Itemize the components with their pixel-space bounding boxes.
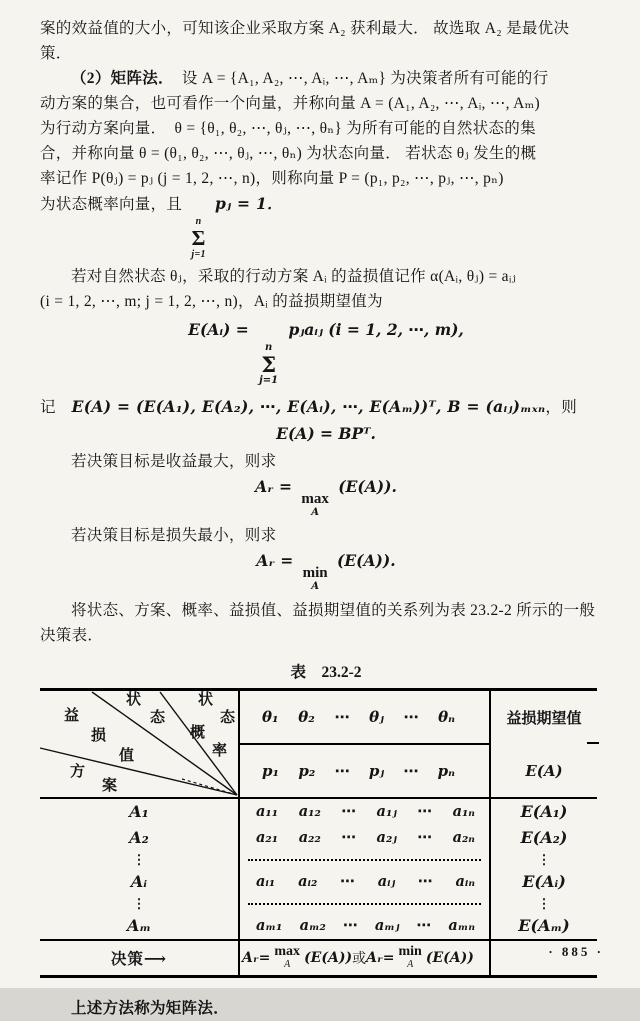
operator-subscript: A bbox=[311, 506, 319, 518]
min-formula bbox=[40, 551, 612, 592]
theta-header-row bbox=[240, 691, 489, 745]
probability-symbol: pⱼ bbox=[368, 761, 385, 780]
payoff-value: aᵢ₁ bbox=[256, 873, 276, 890]
formula-segment: E(Aᵢ) = bbox=[188, 320, 249, 339]
sigma-glyph: Σ bbox=[261, 352, 277, 377]
expectation-value: E(A₁) bbox=[520, 802, 568, 821]
formula-segment: Aᵣ= bbox=[366, 949, 395, 966]
min-operator bbox=[303, 566, 328, 592]
corner-label-payoff-char: 值 bbox=[119, 747, 135, 764]
probability-symbol: p₂ bbox=[298, 761, 316, 780]
sum-upper-limit: n bbox=[195, 216, 202, 227]
payoff-value: a₁ⱼ bbox=[376, 803, 397, 820]
probability-header-row bbox=[240, 745, 489, 797]
corner-label-stateprob-char: 概 bbox=[190, 724, 206, 741]
min-operator bbox=[398, 945, 421, 970]
payoff-values-cell bbox=[238, 913, 491, 939]
sum-lower-limit: j=1 bbox=[259, 375, 279, 386]
decision-table bbox=[40, 688, 597, 978]
formula-segment: (E(A)). bbox=[338, 477, 397, 496]
paragraph-closing bbox=[40, 996, 612, 1021]
dotted-line bbox=[248, 903, 481, 905]
formula-segment: (E(A)) bbox=[425, 949, 474, 966]
paragraph-min-goal bbox=[40, 523, 612, 548]
dotted-line bbox=[248, 859, 481, 861]
ellipsis: ⋯ bbox=[403, 707, 419, 726]
formula-segment: Aᵣ = bbox=[255, 477, 292, 496]
theta-symbol: θₙ bbox=[438, 707, 455, 726]
payoff-value: aᵢₙ bbox=[455, 873, 475, 890]
operator-name: min bbox=[398, 943, 422, 959]
ellipsis: ⋯ bbox=[341, 803, 356, 820]
text-line: 若对自然状态 θⱼ，采取的行动方案 Aᵢ 的益损值记作 α(Aᵢ, θⱼ) = aᵢⱼ bbox=[71, 268, 517, 285]
text-line: 决策表． bbox=[40, 626, 104, 644]
operator-subscript: A bbox=[311, 581, 319, 592]
text-segment: 记 bbox=[40, 399, 56, 416]
table-caption: 表 23.2-2 bbox=[290, 663, 362, 681]
sigma-glyph: Σ bbox=[191, 226, 206, 250]
table-ellipsis-row bbox=[40, 895, 597, 913]
operator-subscript: A bbox=[284, 958, 291, 970]
payoff-value: aₘ₁ bbox=[256, 917, 283, 934]
text-line: 动方案的集合，也可看作一个向量，并称向量 A = (A₁, A₂, ⋯, Aᵢ, ⋯, Aₘ) bbox=[40, 95, 540, 112]
matrix-product-formula bbox=[40, 424, 612, 443]
max-formula bbox=[40, 477, 612, 518]
operator-name: max bbox=[301, 491, 329, 507]
decision-row bbox=[40, 939, 597, 975]
payoff-value: aₘ₂ bbox=[299, 917, 326, 934]
theta-symbol: θ₂ bbox=[298, 707, 315, 726]
payoff-value: a₁₂ bbox=[298, 803, 321, 820]
payoff-value: aₘₙ bbox=[448, 917, 475, 934]
payoff-value: aᵢ₂ bbox=[298, 873, 318, 890]
dotted-separator-cell bbox=[238, 895, 491, 913]
decision-label: 决策⟶ bbox=[110, 950, 168, 968]
paragraph-conclusion bbox=[40, 16, 612, 66]
payoff-values-cell bbox=[238, 869, 491, 895]
text-segment: 或 bbox=[352, 951, 367, 967]
operator-name: max bbox=[274, 943, 301, 959]
vertical-ellipsis: ⋮ bbox=[537, 895, 551, 911]
table-row bbox=[40, 825, 597, 851]
paragraph-vector-notation bbox=[40, 394, 612, 420]
table-ellipsis-row bbox=[40, 851, 597, 869]
summation-symbol bbox=[259, 343, 278, 386]
formula-segment: E(A) = (E(A₁), E(A₂), ⋯, E(Aᵢ), ⋯, E(Aₘ))ᵀ, B = (aᵢⱼ)ₘₓₙ bbox=[71, 397, 546, 416]
text-line bbox=[40, 66, 612, 91]
sum-lower-limit: j=1 bbox=[191, 249, 206, 260]
text-segment: 设 A = {A₁, A₂, ⋯, Aᵢ, ⋯, Aₘ} 为决策者所有可能的行 bbox=[166, 70, 549, 87]
ellipsis: ⋯ bbox=[403, 761, 419, 780]
plan-label: Aᵢ bbox=[130, 872, 148, 891]
table-row bbox=[40, 799, 597, 825]
expectation-header-label: 益损期望值 bbox=[506, 711, 582, 728]
expectation-value: E(A₂) bbox=[520, 828, 568, 847]
text-line-with-sum bbox=[40, 191, 612, 260]
ellipsis: ⋯ bbox=[341, 829, 356, 846]
text-line: 若决策目标是收益最大，则求 bbox=[71, 453, 277, 470]
formula-segment: (E(A)). bbox=[337, 551, 396, 571]
ellipsis: ⋯ bbox=[418, 873, 433, 890]
expectation-value: E(Aᵢ) bbox=[522, 872, 566, 891]
text-segment: ，则 bbox=[545, 399, 577, 416]
corner-label-plan-char: 案 bbox=[102, 777, 118, 794]
max-operator bbox=[274, 945, 300, 970]
ellipsis: ⋯ bbox=[343, 917, 358, 934]
text-line: 将状态、方案、概率、益损值、益损期望值的关系列为表 23.2-2 所示的一般 bbox=[71, 601, 596, 619]
payoff-values-cell bbox=[238, 799, 491, 825]
vertical-ellipsis: ⋮ bbox=[537, 851, 551, 867]
page-number: · 885 · bbox=[548, 944, 604, 959]
sum-upper-limit: n bbox=[265, 342, 273, 353]
corner-label-stateprob-char: 状 bbox=[198, 691, 214, 708]
paragraph-matrix-method bbox=[40, 66, 612, 260]
ellipsis: ⋯ bbox=[417, 829, 432, 846]
table-row bbox=[40, 869, 597, 895]
table-row bbox=[40, 913, 597, 939]
formula-segment: pⱼaᵢⱼ (i = 1, 2, ⋯, m), bbox=[288, 320, 464, 339]
paragraph-max-goal bbox=[40, 449, 612, 474]
payoff-value: a₁ₙ bbox=[452, 803, 475, 820]
corner-label-stateprob-char: 率 bbox=[212, 742, 228, 759]
table-header-row bbox=[40, 691, 597, 799]
expectation-value: E(Aₘ) bbox=[518, 916, 570, 935]
theta-symbol: θⱼ bbox=[369, 707, 384, 726]
expectation-header-symbol: E(A) bbox=[525, 761, 563, 780]
text-line: 合，并称向量 θ = (θ₁, θ₂, ⋯, θⱼ, ⋯, θₙ) 为状态向量． 若状态 θⱼ 发生的概 bbox=[40, 145, 537, 162]
formula-segment: Aᵣ= bbox=[242, 949, 271, 966]
corner-label-stateprob-char: 态 bbox=[220, 709, 236, 726]
payoff-value: a₂₁ bbox=[256, 829, 279, 846]
table-corner-header bbox=[40, 691, 238, 797]
text-line: 若决策目标是损失最小，则求 bbox=[71, 527, 277, 545]
ruled-tick bbox=[587, 742, 599, 744]
probability-symbol: p₁ bbox=[262, 761, 280, 780]
payoff-value: a₂ₙ bbox=[452, 829, 475, 846]
text-line: 策． bbox=[40, 45, 72, 62]
payoff-value: a₂ⱼ bbox=[376, 829, 397, 846]
theta-symbol: θ₁ bbox=[262, 707, 279, 726]
vertical-ellipsis: ⋮ bbox=[132, 851, 146, 867]
corner-label-state-char: 状 bbox=[126, 691, 142, 708]
method-heading: （2）矩阵法． bbox=[71, 70, 167, 87]
ellipsis: ⋯ bbox=[416, 917, 432, 934]
text-line: 率记作 P(θⱼ) = pⱼ (j = 1, 2, ⋯, n)，则称向量 P = (p₁, p₂, ⋯, pⱼ, ⋯, pₙ) bbox=[40, 170, 504, 187]
text-line: (i = 1, 2, ⋯, m; j = 1, 2, ⋯, n)，Aᵢ 的益损期望值为 bbox=[40, 293, 383, 310]
text-line: 案的效益值的大小，可知该企业采取方案 A₂ 获利最大． 故选取 A₂ 是最优决 bbox=[40, 20, 570, 37]
paragraph-table-intro bbox=[40, 598, 612, 648]
plan-label: A₁ bbox=[129, 802, 149, 821]
payoff-value: a₂₂ bbox=[298, 829, 321, 846]
payoff-value: a₁₁ bbox=[256, 803, 279, 820]
plan-label: A₂ bbox=[129, 828, 149, 847]
corner-label-payoff-char: 益 bbox=[64, 707, 80, 724]
payoff-values-cell bbox=[238, 825, 491, 851]
formula-segment: pⱼ = 1． bbox=[214, 194, 283, 213]
expectation-formula bbox=[40, 320, 612, 386]
corner-label-plan-char: 方 bbox=[70, 763, 86, 780]
probability-symbol: pₙ bbox=[437, 761, 455, 780]
payoff-value: aₘⱼ bbox=[374, 917, 400, 934]
decision-formula bbox=[238, 941, 491, 975]
formula-segment: Aᵣ = bbox=[256, 551, 294, 571]
ellipsis: ⋯ bbox=[334, 707, 350, 726]
ellipsis: ⋯ bbox=[340, 873, 355, 890]
text-line: 为行动方案向量． θ = {θ₁, θ₂, ⋯, θⱼ, ⋯, θₙ} 为所有可能的自然状态的集 bbox=[40, 120, 536, 137]
plan-label: Aₘ bbox=[126, 916, 152, 935]
formula-segment: (E(A)) bbox=[304, 949, 353, 966]
state-columns-header bbox=[238, 691, 491, 797]
corner-label-state-char: 态 bbox=[150, 709, 166, 726]
text-line: 上述方法称为矩阵法． bbox=[71, 999, 230, 1017]
text-segment: 为状态概率向量，且 bbox=[40, 196, 183, 213]
summation-symbol bbox=[191, 217, 205, 260]
text-line bbox=[40, 394, 612, 420]
max-operator bbox=[301, 492, 329, 518]
operator-name: min bbox=[302, 565, 328, 582]
corner-label-payoff-char: 损 bbox=[91, 727, 107, 744]
paragraph-payoff-definition bbox=[40, 264, 612, 314]
ellipsis: ⋯ bbox=[417, 803, 432, 820]
payoff-value: aᵢⱼ bbox=[377, 873, 396, 890]
dotted-separator-cell bbox=[238, 851, 491, 869]
vertical-ellipsis: ⋮ bbox=[132, 895, 146, 911]
operator-subscript: A bbox=[407, 958, 414, 970]
expectation-column-header bbox=[491, 691, 597, 797]
ellipsis: ⋯ bbox=[334, 761, 350, 780]
formula-segment: E(A) = BPᵀ. bbox=[276, 424, 376, 443]
